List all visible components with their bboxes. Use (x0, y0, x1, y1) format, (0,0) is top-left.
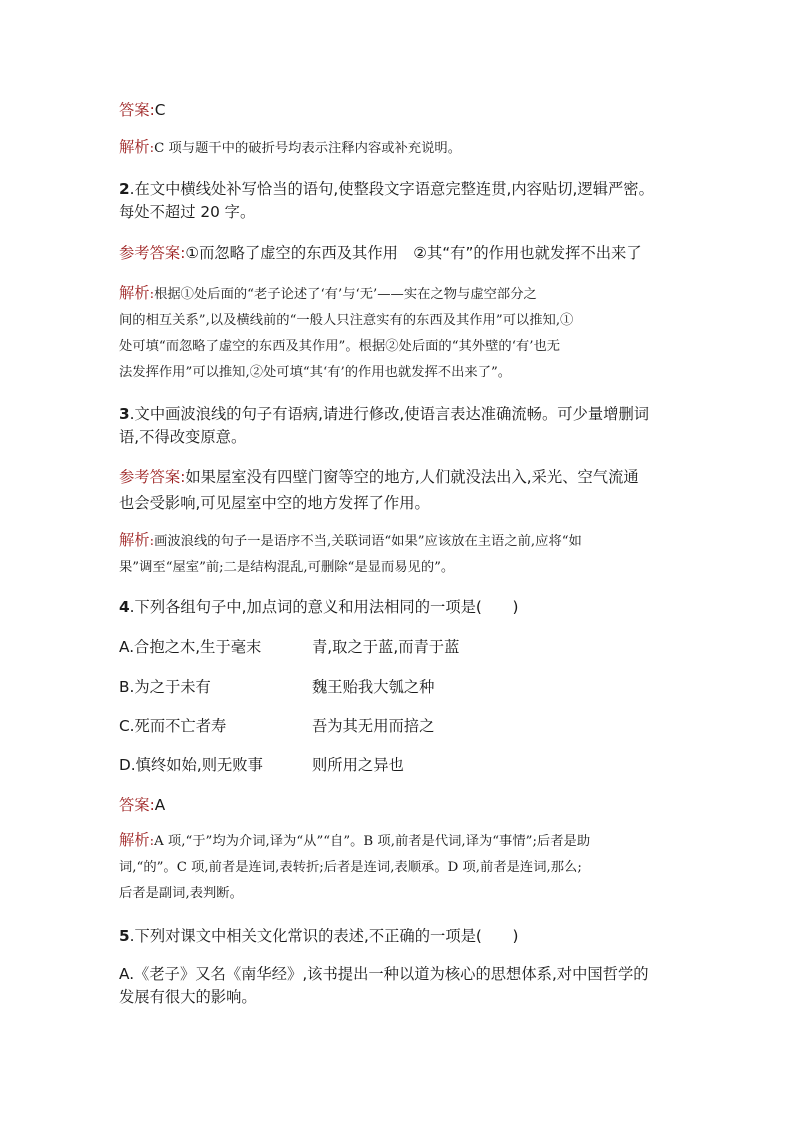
option-b-left: B.为之于未有 (119, 678, 211, 696)
option-b-right: 魏王贻我大瓠之种 (312, 678, 435, 696)
option-a-text: 发展有很大的影响。 (119, 988, 257, 1006)
question-text: .下列对课文中相关文化常识的表述,不正确的一项是( ) (129, 927, 519, 945)
question-number: 2 (119, 180, 130, 198)
option-a-right: 青,取之于蓝,而青于蓝 (312, 638, 460, 656)
option-row (119, 754, 404, 776)
analysis-text: 果”调至“屋室”前;二是结构混乱,可删除“是显而易见的”。 (119, 560, 455, 575)
answer-label: 答案 (119, 101, 150, 119)
question-2 (119, 178, 679, 224)
analysis-text: 画波浪线的句子一是语序不当,关联词语“如果”应该放在主语之前,应将“如 (154, 534, 582, 549)
reference-answer-label: 参考答案 (119, 244, 181, 262)
question-text: 每处不超过 20 字。 (119, 203, 256, 221)
analysis-block (119, 282, 679, 386)
question-number: 5 (119, 927, 130, 945)
answer-value: C (154, 101, 166, 119)
question-number: 4 (119, 598, 130, 616)
reference-answer-text: 如果屋室没有四壁门窗等空的地方,人们就没法出入,采光、空气流通 (185, 468, 639, 486)
label-separator: : (149, 287, 155, 302)
option-d-right: 则所用之异也 (312, 756, 404, 774)
option-row (119, 676, 435, 698)
reference-answer-block (119, 466, 679, 515)
reference-answer-text: ①而忽略了虚空的东西及其作用 ②其“有”的作用也就发挥不出来了 (185, 244, 642, 262)
question-text: .文中画波浪线的句子有语病,请进行修改,使语言表达准确流畅。可少量增删词 (129, 405, 650, 423)
reference-answer-label: 参考答案 (119, 468, 181, 486)
analysis-block (119, 136, 679, 162)
analysis-text: 后者是副词,表判断。 (119, 886, 243, 901)
analysis-text: C 项与题干中的破折号均表示注释内容或补充说明。 (154, 141, 462, 156)
option-c-left: C.死而不亡者寿 (119, 717, 227, 735)
reference-answer-text: 也会受影响,可见屋室中空的地方发挥了作用。 (119, 494, 430, 512)
question-4 (119, 596, 679, 619)
analysis-text: 根据①处后面的“老子论述了‘有’与‘无’——实在之物与虚空部分之 (154, 287, 537, 302)
question-text: .下列各组句子中,加点词的意义和用法相同的一项是( ) (129, 598, 519, 616)
analysis-text: 词,“的”。C 项,前者是连词,表转折;后者是连词,表顺承。D 项,前者是连词,那么; (119, 860, 582, 875)
analysis-block (119, 529, 679, 581)
option-row (119, 636, 460, 658)
option-a-text: A.《老子》又名《南华经》,该书提出一种以道为核心的思想体系,对中国哲学的 (119, 965, 649, 983)
analysis-text: 处可填“而忽略了虚空的东西及其作用”。根据②处后面的“其外壁的‘有’也无 (119, 339, 561, 354)
label-separator: : (180, 244, 186, 262)
analysis-label: 解析 (119, 531, 150, 549)
analysis-block (119, 829, 679, 907)
analysis-text: 间的相互关系”,以及横线前的“一般人只注意实有的东西及其作用”可以推知,① (119, 313, 574, 328)
answer-line (119, 794, 679, 817)
analysis-label: 解析 (119, 138, 150, 156)
answer-line (119, 99, 679, 122)
option-c-right: 吾为其无用而掊之 (312, 717, 435, 735)
label-separator: : (149, 834, 155, 849)
option-block (119, 963, 679, 1009)
label-separator: : (180, 468, 186, 486)
option-d-left: D.慎终如始,则无败事 (119, 756, 263, 774)
answer-value: A (154, 796, 166, 814)
label-separator: : (149, 101, 155, 119)
label-separator: : (149, 534, 155, 549)
analysis-text: 法发挥作用”可以推知,②处可填“其‘有’的作用也就发挥不出来了”。 (119, 365, 512, 380)
reference-answer-block (119, 242, 679, 265)
label-separator: : (149, 141, 155, 156)
analysis-label: 解析 (119, 284, 150, 302)
answer-label: 答案 (119, 796, 150, 814)
question-text: 语,不得改变原意。 (119, 428, 247, 446)
question-text: .在文中横线处补写恰当的语句,使整段文字语意完整连贯,内容贴切,逻辑严密。 (129, 180, 654, 198)
question-3 (119, 403, 679, 449)
analysis-label: 解析 (119, 831, 150, 849)
option-a-left: A.合抱之木,生于毫末 (119, 638, 262, 656)
question-number: 3 (119, 405, 130, 423)
label-separator: : (149, 796, 155, 814)
question-5 (119, 925, 679, 948)
option-row (119, 715, 435, 737)
analysis-text: A 项,“于”均为介词,译为“从”“自”。B 项,前者是代词,译为“事情”;后者是助 (154, 834, 591, 849)
